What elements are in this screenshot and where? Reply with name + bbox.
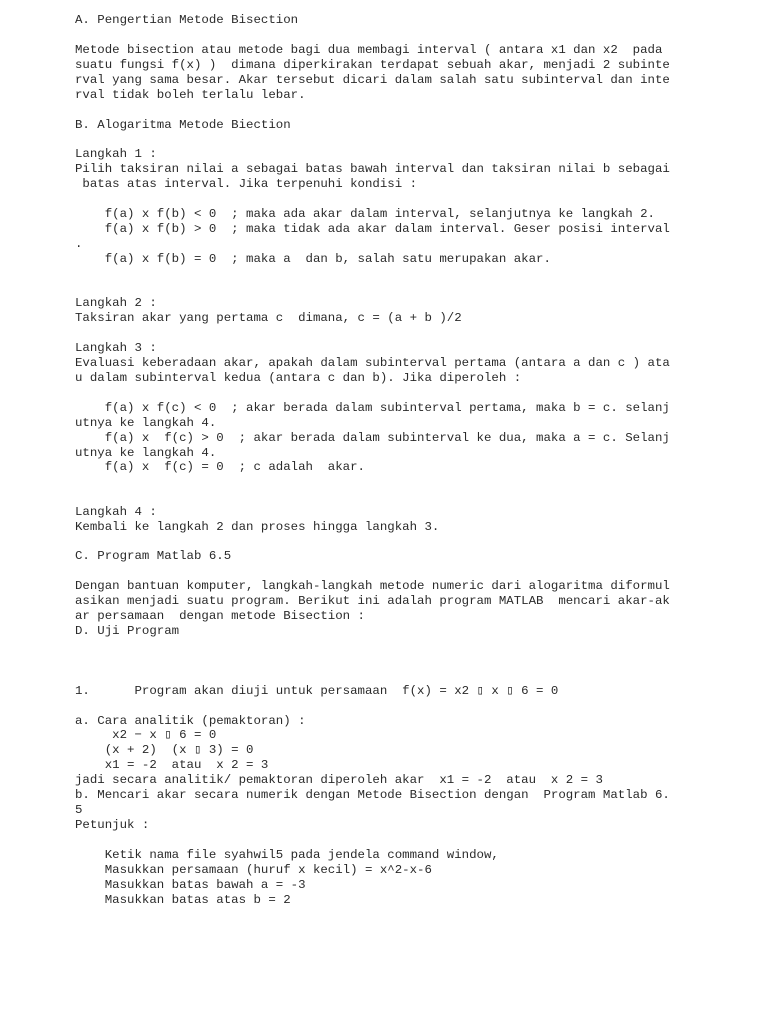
paragraph-a-line-2: suatu fungsi f(x) ) dimana diperkirakan terdapat sebuah akar, menjadi 2 subinte bbox=[75, 58, 670, 72]
step-3-condition-2: f(a) x f(c) > 0 ; akar berada dalam subinterval ke dua, maka a = c. Selanj bbox=[75, 431, 670, 445]
step-3-condition-3: f(a) x f(c) = 0 ; c adalah akar. bbox=[75, 460, 365, 474]
analytic-equation-3: x1 = -2 atau x 2 = 3 bbox=[75, 758, 269, 772]
instruction-2: Masukkan persamaan (huruf x kecil) = x^2-x-6 bbox=[75, 863, 432, 877]
step-3-condition-2-wrap: utnya ke langkah 4. bbox=[75, 446, 217, 460]
step-1-line-1: Pilih taksiran nilai a sebagai batas bawah interval dan taksiran nilai b sebagai bbox=[75, 162, 670, 176]
step-3-line-2: u dalam subinterval kedua (antara c dan b). Jika diperoleh : bbox=[75, 371, 522, 385]
paragraph-a-line-3: rval yang sama besar. Akar tersebut dicari dalam salah satu subinterval dan inte bbox=[75, 73, 670, 87]
step-2-line-1: Taksiran akar yang pertama c dimana, c = (a + b )/2 bbox=[75, 311, 462, 325]
step-1-line-2: batas atas interval. Jika terpenuhi kondisi : bbox=[75, 177, 418, 191]
step-3-condition-1: f(a) x f(c) < 0 ; akar berada dalam subinterval pertama, maka b = c. selanj bbox=[75, 401, 670, 415]
instruction-1: Ketik nama file syahwil5 pada jendela command window, bbox=[75, 848, 499, 862]
condition-3: f(a) x f(b) = 0 ; maka a dan b, salah satu merupakan akar. bbox=[75, 252, 551, 266]
step-3-line-1: Evaluasi keberadaan akar, apakah dalam subinterval pertama (antara a dan c ) ata bbox=[75, 356, 670, 370]
paragraph-a-line-4: rval tidak boleh terlalu lebar. bbox=[75, 88, 306, 102]
paragraph-a-line-1: Metode bisection atau metode bagi dua membagi interval ( antara x1 dan x2 pada bbox=[75, 43, 663, 57]
numeric-title-wrap: 5 bbox=[75, 803, 83, 817]
instructions-title: Petunjuk : bbox=[75, 818, 150, 832]
heading-a: A. Pengertian Metode Bisection bbox=[75, 13, 299, 27]
paragraph-c-line-2: asikan menjadi suatu program. Berikut ini adalah program MATLAB mencari akar-ak bbox=[75, 594, 670, 608]
instruction-3: Masukkan batas bawah a = -3 bbox=[75, 878, 306, 892]
heading-c: C. Program Matlab 6.5 bbox=[75, 549, 232, 563]
step-3-title: Langkah 3 : bbox=[75, 341, 157, 355]
numeric-title: b. Mencari akar secara numerik dengan Metode Bisection dengan Program Matlab 6. bbox=[75, 788, 670, 802]
condition-1: f(a) x f(b) < 0 ; maka ada akar dalam interval, selanjutnya ke langkah 2. bbox=[75, 207, 655, 221]
condition-2-wrap: . bbox=[75, 237, 83, 251]
paragraph-c-line-3: ar persamaan dengan metode Bisection : bbox=[75, 609, 365, 623]
step-3-condition-1-wrap: utnya ke langkah 4. bbox=[75, 416, 217, 430]
step-2-title: Langkah 2 : bbox=[75, 296, 157, 310]
heading-d: D. Uji Program bbox=[75, 624, 180, 638]
analytic-conclusion: jadi secara analitik/ pemaktoran diperoleh akar x1 = -2 atau x 2 = 3 bbox=[75, 773, 603, 787]
step-4-line-1: Kembali ke langkah 2 dan proses hingga langkah 3. bbox=[75, 520, 440, 534]
instruction-4: Masukkan batas atas b = 2 bbox=[75, 893, 291, 907]
step-1-title: Langkah 1 : bbox=[75, 147, 157, 161]
analytic-equation-1: x2 − x ▯ 6 = 0 bbox=[75, 728, 217, 742]
paragraph-c-line-1: Dengan bantuan komputer, langkah-langkah metode numeric dari alogaritma diformul bbox=[75, 579, 670, 593]
step-4-title: Langkah 4 : bbox=[75, 505, 157, 519]
analytic-equation-2: (x + 2) (x ▯ 3) = 0 bbox=[75, 743, 254, 757]
analytic-title: a. Cara analitik (pemaktoran) : bbox=[75, 714, 306, 728]
test-item-1: 1. Program akan diuji untuk persamaan f(x) = x2 ▯ x ▯ 6 = 0 bbox=[75, 684, 559, 698]
heading-b: B. Alogaritma Metode Biection bbox=[75, 118, 291, 132]
condition-2: f(a) x f(b) > 0 ; maka tidak ada akar dalam interval. Geser posisi interval bbox=[75, 222, 670, 236]
